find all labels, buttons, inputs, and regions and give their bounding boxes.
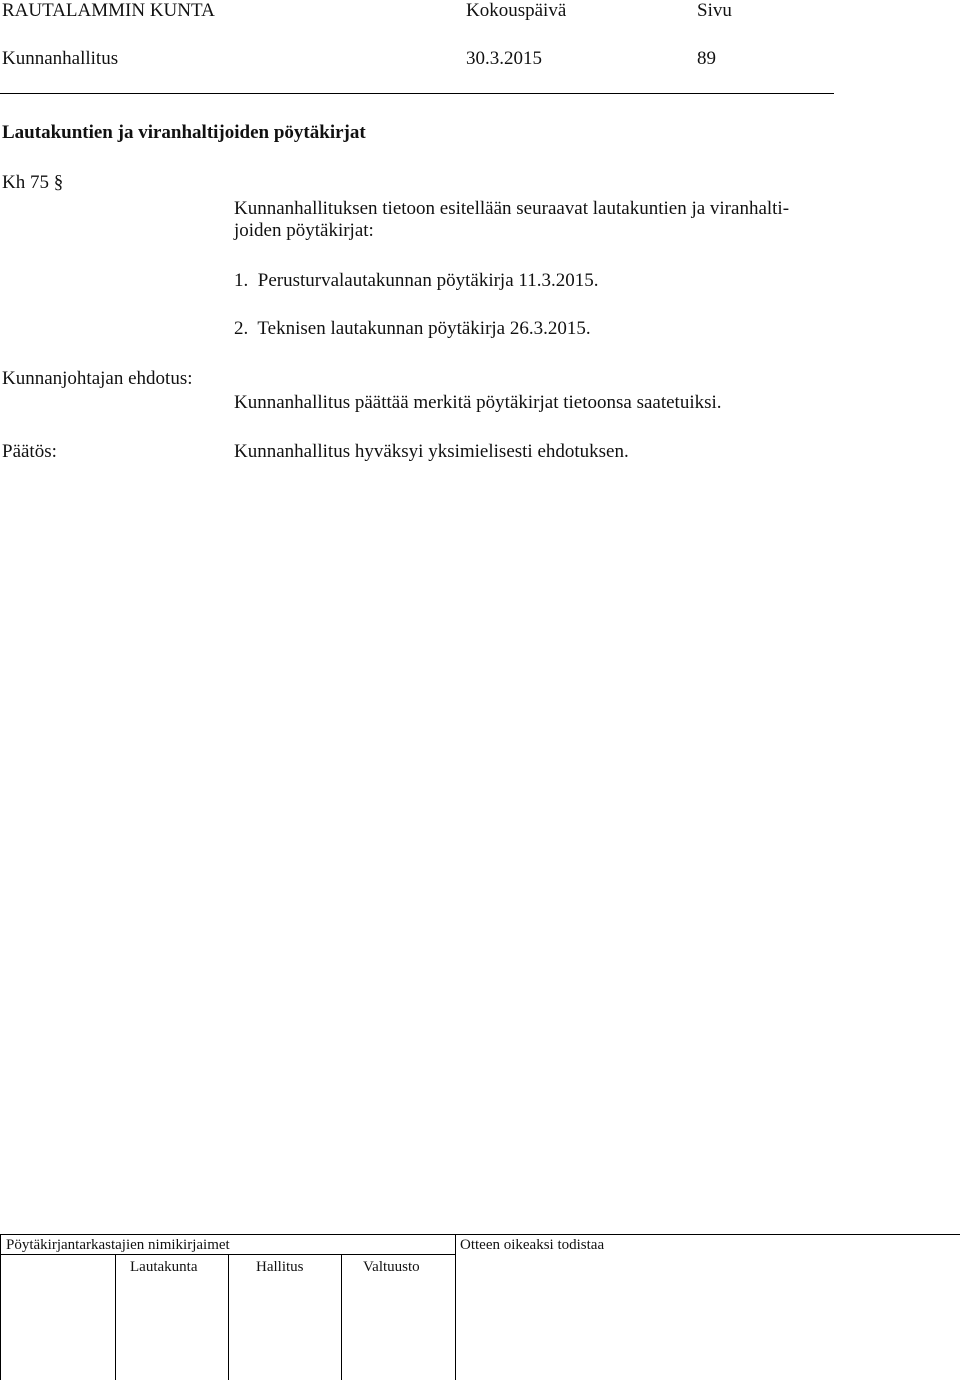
footer-divider-4 (455, 1234, 456, 1380)
body-name: Kunnanhallitus (2, 48, 119, 69)
inspectors-label: Pöytäkirjantarkastajien nimikirjaimet (6, 1237, 230, 1253)
signature-footer (0, 1234, 960, 1380)
meeting-date-label: Kokouspäivä (466, 0, 567, 21)
proposal-text: Kunnanhallitus päättää merkitä pöytäkirjat tietoonsa saatetuiksi. (234, 392, 722, 413)
header-divider (0, 93, 834, 94)
intro-line-2: joiden pöytäkirjat: (234, 220, 374, 241)
footer-divider-0 (0, 1234, 1, 1380)
footer-divider-3 (341, 1254, 342, 1380)
certify-label: Otteen oikeaksi todistaa (460, 1237, 605, 1253)
decision-label: Päätös: (2, 441, 57, 462)
section-number: Kh 75 § (2, 172, 64, 193)
footer-top-rule-left (0, 1234, 456, 1235)
decision-text: Kunnanhallitus hyväksyi yksimielisesti ehdotuksen. (234, 441, 629, 462)
meeting-date: 30.3.2015 (466, 48, 542, 69)
section-title: Lautakuntien ja viranhaltijoiden pöytäkirjat (2, 122, 366, 143)
footer-divider-2 (228, 1254, 229, 1380)
proposal-label: Kunnanjohtajan ehdotus: (2, 368, 193, 389)
footer-top-rule-right (456, 1234, 960, 1235)
list-item: 2. Teknisen lautakunnan pöytäkirja 26.3.2015. (234, 318, 591, 339)
footer-col-label: Hallitus (256, 1259, 304, 1275)
page-label: Sivu (697, 0, 732, 21)
footer-divider-1 (115, 1254, 116, 1380)
list-item: 1. Perusturvalautakunnan pöytäkirja 11.3.2015. (234, 270, 599, 291)
page-number: 89 (697, 48, 716, 69)
intro-line-1: Kunnanhallituksen tietoon esitellään seuraavat lautakuntien ja viranhalti- (234, 198, 790, 219)
municipality-name: RAUTALAMMIN KUNTA (2, 0, 215, 21)
footer-col-label: Valtuusto (363, 1259, 420, 1275)
footer-col-label: Lautakunta (130, 1259, 198, 1275)
